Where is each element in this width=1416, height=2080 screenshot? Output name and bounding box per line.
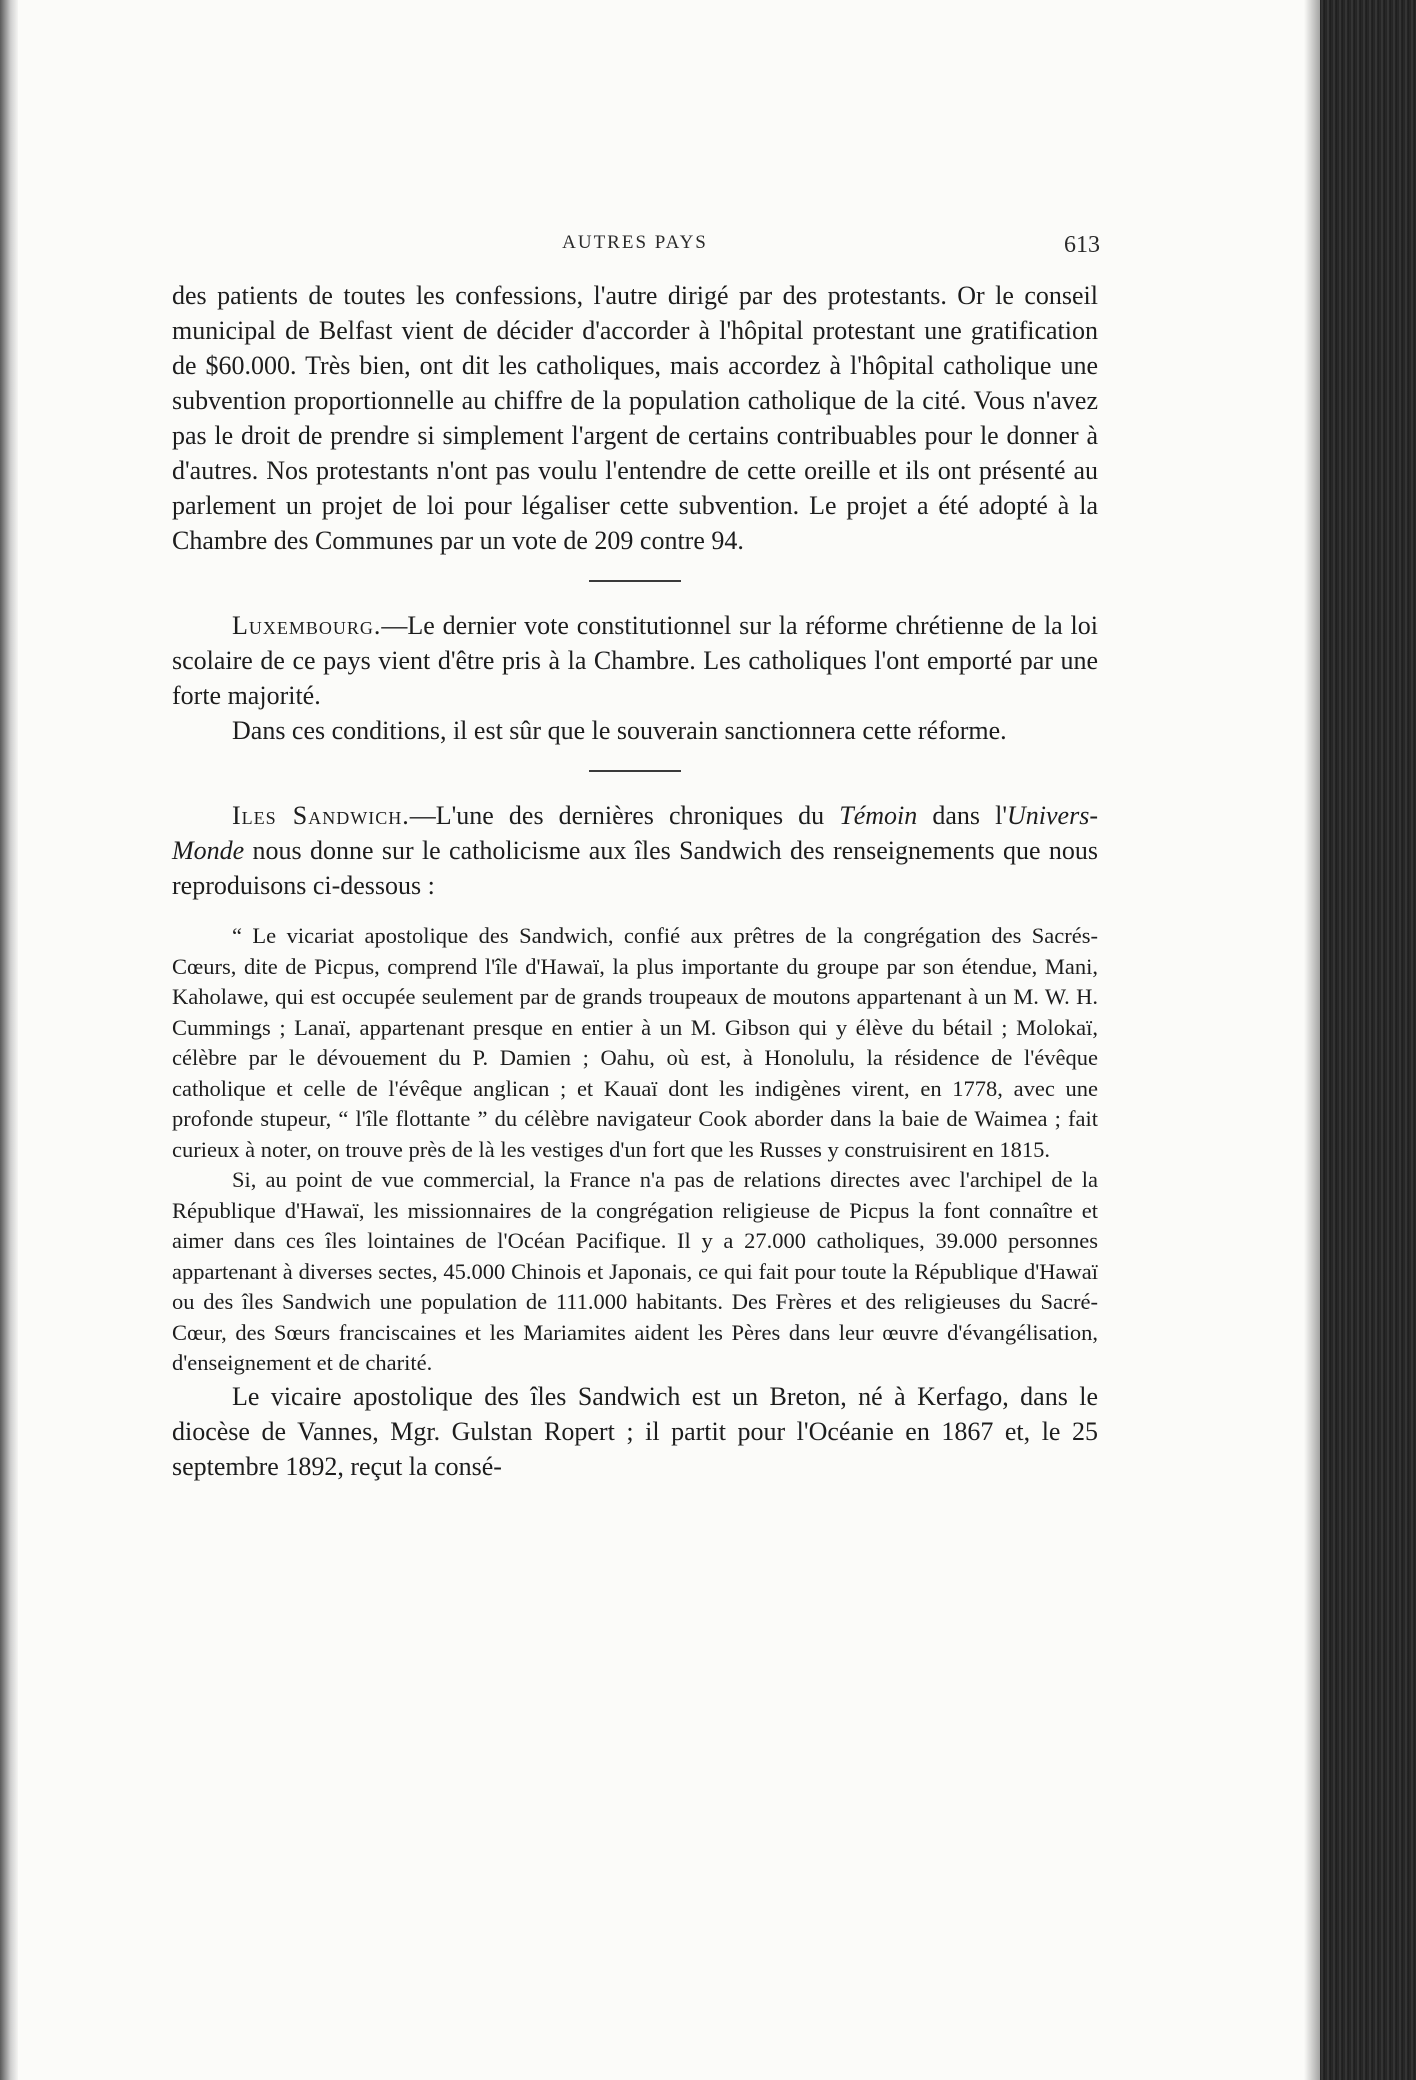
- book-page-edges: [1320, 0, 1416, 2080]
- journal-title-temoin: Témoin: [839, 801, 918, 830]
- quotation-paragraph: “ Le vicariat apostolique des Sandwich, confié aux prêtres de la congrégation des Sacrés-Cœurs, dite de Picpus, comprend l'île d'Hawaï, la plus importante du groupe par son étendue, Mani, Kaholawe, qui est occupée seulement par de grands troupeaux de moutons appartenant à un M. W. H. Cummings ; Lanaï, appartenant presque en entier à un M. Gibson qui y élève du bétail ; Molokaï, célèbre par le dévouement du P. Damien ; Oahu, où est, à Honolulu, la résidence de l'évêque catholique et celle de l'évêque anglican ; et Kauaï dont les indigènes virent, en 1778, avec une profonde stupeur, “ l'île flottante ” du célèbre navigateur Cook aborder dans la baie de Waimea ; fait curieux à noter, on trouve près de là les vestiges d'un fort que les Russes y construisirent en 1815.: [172, 923, 1098, 1162]
- paragraph-luxembourg: [172, 608, 1098, 713]
- sandwich-intro-text: nous donne sur le catholicisme aux îles Sandwich des renseignements que nous reproduisons ci-dessous :: [172, 836, 1098, 900]
- section-heading-sandwich: Iles Sandwich.: [232, 801, 410, 830]
- paragraph-belfast: des patients de toutes les confessions, l'autre dirigé par des protestants. Or le conseil municipal de Belfast vient de décider d'accorder à l'hôpital protestant une gratification de $60.000. Très bien, ont dit les catholiques, mais accordez à l'hôpital catholique une subvention proportionnelle au chiffre de la population catholique de la cité. Vous n'avez pas le droit de prendre si simplement l'argent de certains contribuables pour le donner à d'autres. Nos protestants n'ont pas voulu l'entendre de cette oreille et ils ont présenté au parlement un projet de loi pour légaliser cette subvention. Le projet a été adopté à la Chambre des Communes par un vote de 209 contre 94.: [172, 281, 1098, 555]
- paragraph-vicaire: Le vicaire apostolique des îles Sandwich est un Breton, né à Kerfago, dans le diocèse de Vannes, Mgr. Gulstan Ropert ; il partit pour l'Océanie en 1867 et, le 25 septembre 1892, reçut la consé-: [172, 1381, 1098, 1481]
- running-head: [170, 232, 1100, 266]
- page-number: 613: [1064, 232, 1100, 258]
- paragraph-sandwich-intro: [172, 798, 1098, 903]
- luxembourg-text: —Le dernier vote constitutionnel sur la réforme chrétienne de la loi scolaire de ce pays vient d'être pris à la Chambre. Les catholiques l'ont emporté par une forte majorité.: [172, 611, 1098, 710]
- running-title: AUTRES PAYS: [562, 232, 708, 253]
- quotation-block: [172, 921, 1098, 1379]
- quotation-paragraph: Si, au point de vue commercial, la France n'a pas de relations directes avec l'archipel de la République d'Hawaï, les missionnaires de la congrégation religieuse de Picpus la font connaître et aimer dans ces îles lointaines de l'Océan Pacifique. Il y a 27.000 catholiques, 39.000 personnes appartenant à diverses sectes, 45.000 Chinois et Japonais, ce qui fait pour toute la République d'Hawaï ou des îles Sandwich une population de 111.000 habitants. Des Frères et des religieuses du Sacré-Cœur, des Sœurs franciscaines et les Mariamites aident les Pères dans leur œuvre d'évangélisation, d'enseignement et de charité.: [172, 1167, 1098, 1375]
- left-binding-edge: [0, 0, 18, 2080]
- paragraph-luxembourg-conclusion: Dans ces conditions, il est sûr que le souverain sanctionnera cette réforme.: [232, 716, 1007, 745]
- section-divider: [589, 770, 681, 772]
- sandwich-intro-text: dans l': [917, 801, 1008, 830]
- section-heading-luxembourg: Luxembourg.: [232, 611, 382, 640]
- sandwich-intro-text: —L'une des dernières chroniques du: [409, 801, 840, 830]
- journal-title-univers-monde: Univers-Monde: [172, 801, 1098, 865]
- text-column: [172, 278, 1098, 1484]
- page-edge-shadow: [1304, 0, 1320, 2080]
- section-divider: [589, 580, 681, 582]
